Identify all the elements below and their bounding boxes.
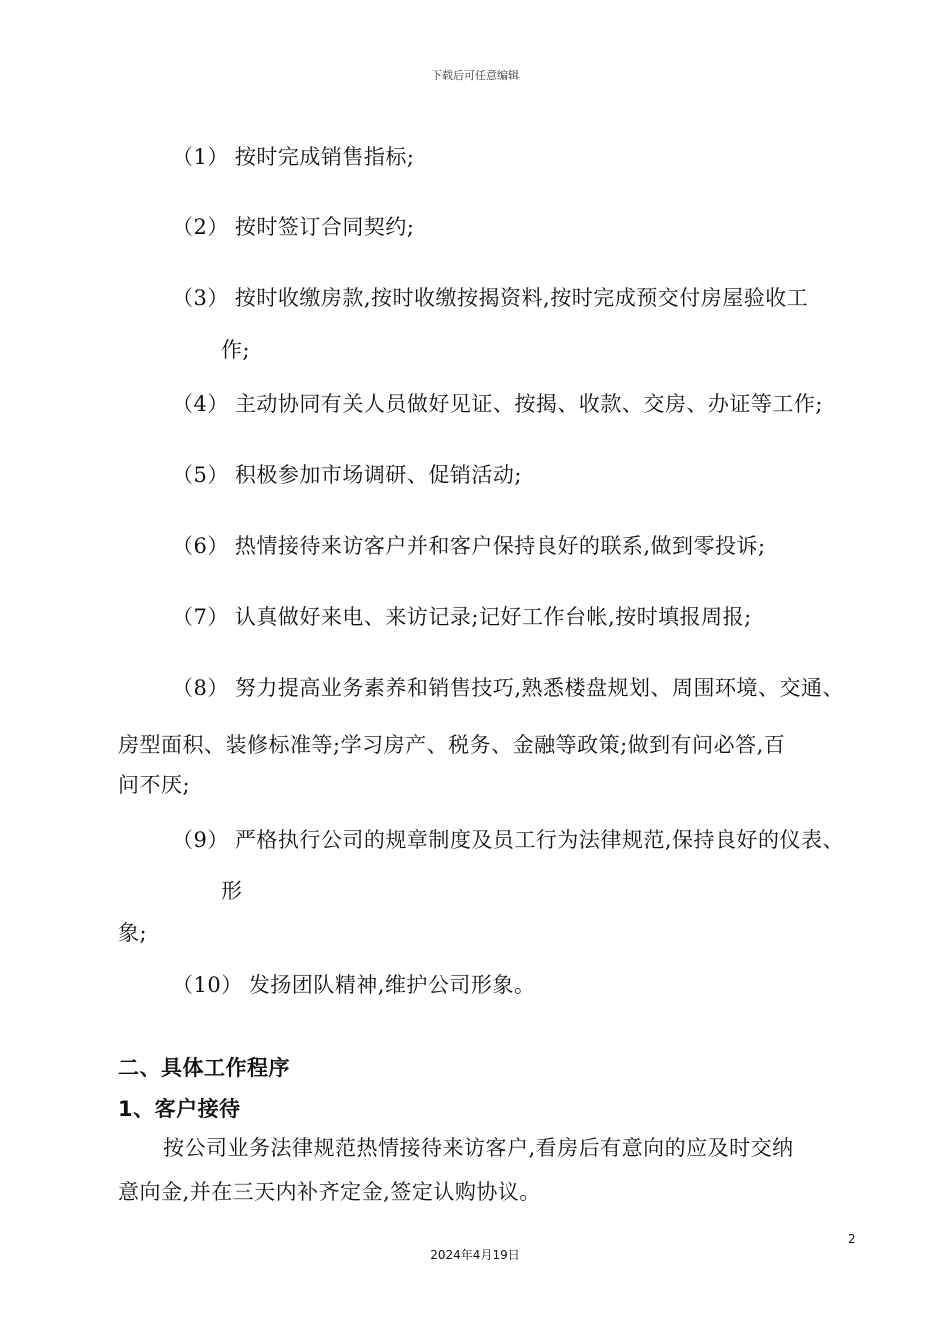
- item-number: （2）: [172, 215, 229, 239]
- item-number: （7）: [172, 605, 229, 629]
- section-subheading: 1、客户接待: [118, 1097, 241, 1121]
- item-text: 热情接待来访客户并和客户保持良好的联系,做到零投诉;: [234, 534, 766, 558]
- item-number: （5）: [172, 463, 229, 487]
- item-number: （8）: [172, 676, 229, 700]
- item-text: 认真做好来电、来访记录;记好工作台帐,按时填报周报;: [234, 605, 752, 629]
- list-item-3-continuation: 作;: [221, 338, 251, 362]
- paragraph-line-2: 意向金,并在三天内补齐定金,签定认购协议。: [118, 1180, 541, 1204]
- list-item-8-continuation-2: 问不厌;: [118, 773, 191, 797]
- item-text: 积极参加市场调研、促销活动;: [234, 463, 522, 487]
- section-heading: 二、具体工作程序: [118, 1056, 290, 1080]
- list-item-5: [172, 462, 522, 488]
- list-item-7: [172, 604, 752, 630]
- header-note: 下载后可任意编辑: [431, 69, 519, 82]
- list-item-9-continuation-2: 象;: [118, 921, 148, 945]
- item-text: 严格执行公司的规章制度及员工行为法律规范,保持良好的仪表、: [234, 828, 845, 852]
- list-item-4: [172, 391, 823, 417]
- page-number: 2: [848, 1232, 856, 1246]
- list-item-8-continuation-1: 房型面积、装修标准等;学习房产、税务、金融等政策;做到有问必答,百: [118, 733, 786, 757]
- item-number: （4）: [172, 392, 229, 416]
- list-item-2: [172, 214, 414, 240]
- item-text: 按时签订合同契约;: [234, 215, 415, 239]
- item-text: 努力提高业务素养和销售技巧,熟悉楼盘规划、周围环境、交通、: [234, 676, 845, 700]
- list-item-6: [172, 533, 766, 559]
- item-number: （6）: [172, 534, 229, 558]
- list-item-1: [172, 144, 414, 170]
- list-item-9-continuation-1: 形: [221, 879, 243, 903]
- item-text: 主动协同有关人员做好见证、按揭、收款、交房、办证等工作;: [234, 392, 823, 416]
- list-item-9: [172, 827, 844, 853]
- item-text: 发扬团队精神,维护公司形象。: [248, 973, 536, 997]
- item-number: （1）: [172, 145, 229, 169]
- item-number: （3）: [172, 286, 229, 310]
- footer-date: 2024年4月19日: [430, 1248, 520, 1262]
- item-number: （10）: [172, 973, 243, 997]
- paragraph-line-1: 按公司业务法律规范热情接待来访客户,看房后有意向的应及时交纳: [163, 1136, 794, 1160]
- list-item-3: [172, 285, 808, 311]
- list-item-8: [172, 675, 844, 701]
- item-text: 按时完成销售指标;: [234, 145, 415, 169]
- item-number: （9）: [172, 828, 229, 852]
- item-text: 按时收缴房款,按时收缴按揭资料,按时完成预交付房屋验收工: [234, 286, 809, 310]
- list-item-10: [172, 972, 535, 998]
